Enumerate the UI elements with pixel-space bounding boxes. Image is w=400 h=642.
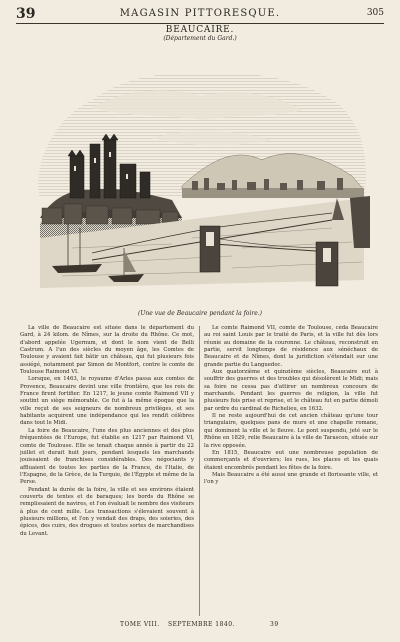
paragraph: Le comte Raimond VII, comte de Toulouse, céda Beaucaire au roi saint Louis par le traité de Paris, et la ville fut dès lors réunie au domaine de la couronne. Le château, reconstruit en partie, servit longtemps de résidence aux sénéchaux de Beaucaire et de Nîmes, dont la juridiction s'étendait sur une grande partie du Languedoc. [204, 325, 378, 368]
article-title: BEAUCAIRE. [165, 25, 235, 35]
page-ref: 305 [366, 8, 384, 18]
page-number: 39 [16, 6, 36, 22]
paragraph: Pendant la durée de la foire, la ville et ses environs étaient couverts de tentes et de baraques; les bords du Rhône se remplissaient de navires, et l'on évaluait le nombre des visiteurs à plus de cent mille. Les transactions s'élevaient souvent à plusieurs millions, et l'on y vendait des draps, des soieries, des épices, des cuirs, des drogues et toutes sortes de marchandises du Levant. [20, 486, 194, 537]
page-header [16, 6, 384, 22]
paragraph: En 1815, Beaucaire eut une nombreuse population de commerçants et d'ouvriers; les rues, les places et les quais étaient encombrés pendant les fêtes de la foire. [204, 449, 378, 471]
article-subtitle: (Département du Gard.) [163, 35, 237, 42]
column-divider [199, 326, 200, 616]
footer-signature: 39 [270, 621, 279, 628]
paragraph: Il ne reste aujourd'hui de cet ancien château qu'une tour triangulaire, quelques pans de murs et une chapelle romane, qui dominent la ville et le fleuve. Le pont suspendu, jeté sur le Rhône en 1829, relie Beaucaire à la ville de Tarascon, située sur la rive opposée. [204, 413, 378, 449]
magazine-title: MAGASIN PITTORESQUE. [119, 8, 281, 19]
paragraph: La foire de Beaucaire, l'une des plus anciennes et des plus fréquentées de l'Europe, fut établie en 1217 par Raimond VI, comte de Toulouse. Elle se tenait chaque année à partir du 22 juillet et durait huit jours, pendant lesquels les marchands jouissaient de franchises considérables. Des négociants y affluaient de toutes les parties de la France, de l'Italie, de l'Espagne, de la Grèce, de la Turquie, de l'Égypte et même de la Perse. [20, 427, 194, 486]
header-rule [16, 23, 384, 24]
engraving-illustration [32, 48, 370, 304]
footer-month: SEPTEMBRE 1840. [168, 621, 235, 628]
illustration-caption: (Une vue de Beaucaire pendant la foire.) [138, 310, 262, 317]
paragraph: La ville de Beaucaire est située dans le département du Gard, à 24 kilom. de Nîmes, sur la droite du Rhône. Ce mot, d'abord appelée Ugernum, et dont le nom vient de Belli Castrum. A l'un des siècles du moyen âge, les Comtes de Toulouse y avaient fait bâtir un château, qui fut plusieurs fois assiégé, notamment par Simon de Montfort, contre le comte de Toulouse Raimond VI. [20, 325, 194, 376]
text-column-left [20, 325, 194, 617]
text-column-right [204, 325, 378, 617]
paragraph: Lorsque, en 1463, le royaume d'Arles passa aux comtes de Provence, Beaucaire devint une ville frontière, que les rois de France firent fortifier. En 1217, le jeune comte Raimond VII y soutint un siège mémorable. Ce fut à la même époque que la ville reçut de ses seigneurs de nombreux priviléges, et ses habitants acquirent une indépendance qui les rendit célèbres dans tout le Midi. [20, 376, 194, 427]
footer-volume: TOME VIII. [120, 621, 160, 628]
paragraph: Aux quatorzième et quinzième siècles, Beaucaire eut à souffrir des guerres et des troubles qui désolèrent le Midi; mais sa foire ne cessa pas d'attirer un nombreux concours de marchands. Pendant les guerres de religion, la ville fut plusieurs fois prise et reprise, et le château fut en partie démoli par ordre du cardinal de Richelieu, en 1632. [204, 369, 378, 412]
paragraph: Mais Beaucaire a été aussi une grande et florissante ville, et l'on y [204, 471, 378, 486]
